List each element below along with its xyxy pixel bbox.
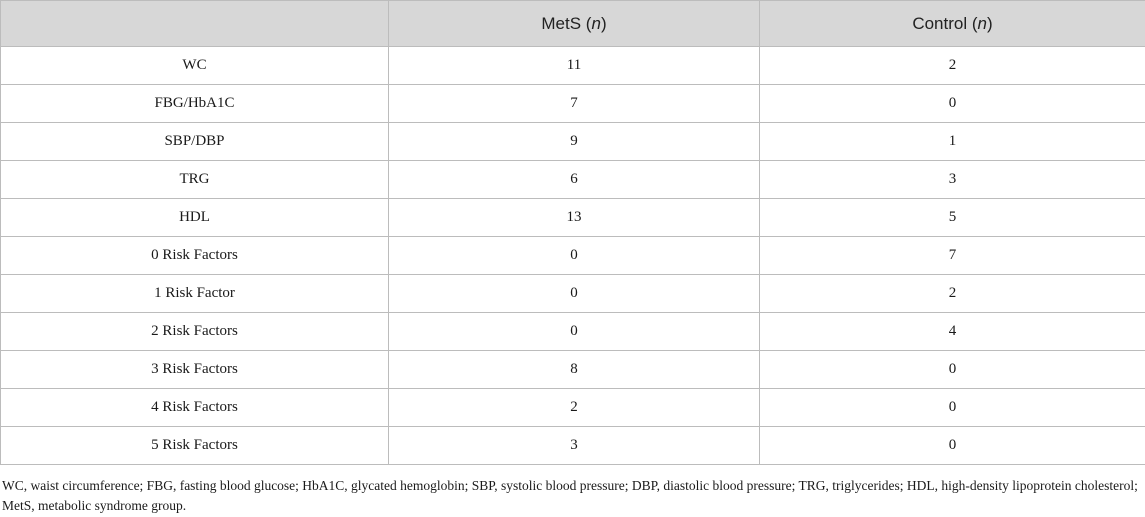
- table-row: [1, 123, 1145, 161]
- control-value: 0: [760, 389, 1145, 427]
- header-control-label: Control: [912, 13, 968, 33]
- mets-value: 6: [389, 161, 760, 199]
- table-row: [1, 313, 1145, 351]
- mets-value: 8: [389, 351, 760, 389]
- mets-value: 7: [389, 85, 760, 123]
- row-label: HDL: [1, 199, 389, 237]
- row-label: 0 Risk Factors: [1, 237, 389, 275]
- row-label: FBG/HbA1C: [1, 85, 389, 123]
- row-label: 5 Risk Factors: [1, 427, 389, 465]
- control-value: 0: [760, 85, 1145, 123]
- mets-value: 0: [389, 313, 760, 351]
- row-label: 1 Risk Factor: [1, 275, 389, 313]
- row-label: 2 Risk Factors: [1, 313, 389, 351]
- row-label: SBP/DBP: [1, 123, 389, 161]
- mets-value: 13: [389, 199, 760, 237]
- control-value: 7: [760, 237, 1145, 275]
- header-row: [1, 1, 1145, 47]
- mets-value: 11: [389, 47, 760, 85]
- control-value: 0: [760, 351, 1145, 389]
- header-cell-mets: MetS (n): [389, 1, 760, 47]
- header-cell-control: Control (n): [760, 1, 1145, 47]
- mets-value: 0: [389, 237, 760, 275]
- control-value: 2: [760, 275, 1145, 313]
- table-row: [1, 237, 1145, 275]
- header-mets-n: n: [591, 13, 601, 33]
- control-value: 1: [760, 123, 1145, 161]
- table-row: [1, 85, 1145, 123]
- table-row: [1, 47, 1145, 85]
- table-row: [1, 427, 1145, 465]
- table-row: [1, 389, 1145, 427]
- row-label: TRG: [1, 161, 389, 199]
- row-label: 3 Risk Factors: [1, 351, 389, 389]
- mets-value: 3: [389, 427, 760, 465]
- mets-value: 2: [389, 389, 760, 427]
- control-value: 0: [760, 427, 1145, 465]
- table-footnote: WC, waist circumference; FBG, fasting blood glucose; HbA1C, glycated hemoglobin; SBP, systolic blood pressure; DBP, diastolic blood pressure; TRG, triglycerides; HDL, high-density lipoprotein cholesterol; MetS, metabolic syndrome group.: [2, 478, 1138, 513]
- control-value: 4: [760, 313, 1145, 351]
- header-control-n: n: [977, 13, 987, 33]
- table-body: [1, 47, 1145, 465]
- control-value: 2: [760, 47, 1145, 85]
- control-value: 3: [760, 161, 1145, 199]
- table-row: [1, 161, 1145, 199]
- row-label: 4 Risk Factors: [1, 389, 389, 427]
- mets-value: 0: [389, 275, 760, 313]
- control-value: 5: [760, 199, 1145, 237]
- table-row: [1, 199, 1145, 237]
- table-row: [1, 275, 1145, 313]
- row-label: WC: [1, 47, 389, 85]
- header-mets-label: MetS: [541, 13, 582, 33]
- table-header: [1, 1, 1145, 47]
- mets-value: 9: [389, 123, 760, 161]
- header-cell-blank: [1, 1, 389, 47]
- table-row: [1, 351, 1145, 389]
